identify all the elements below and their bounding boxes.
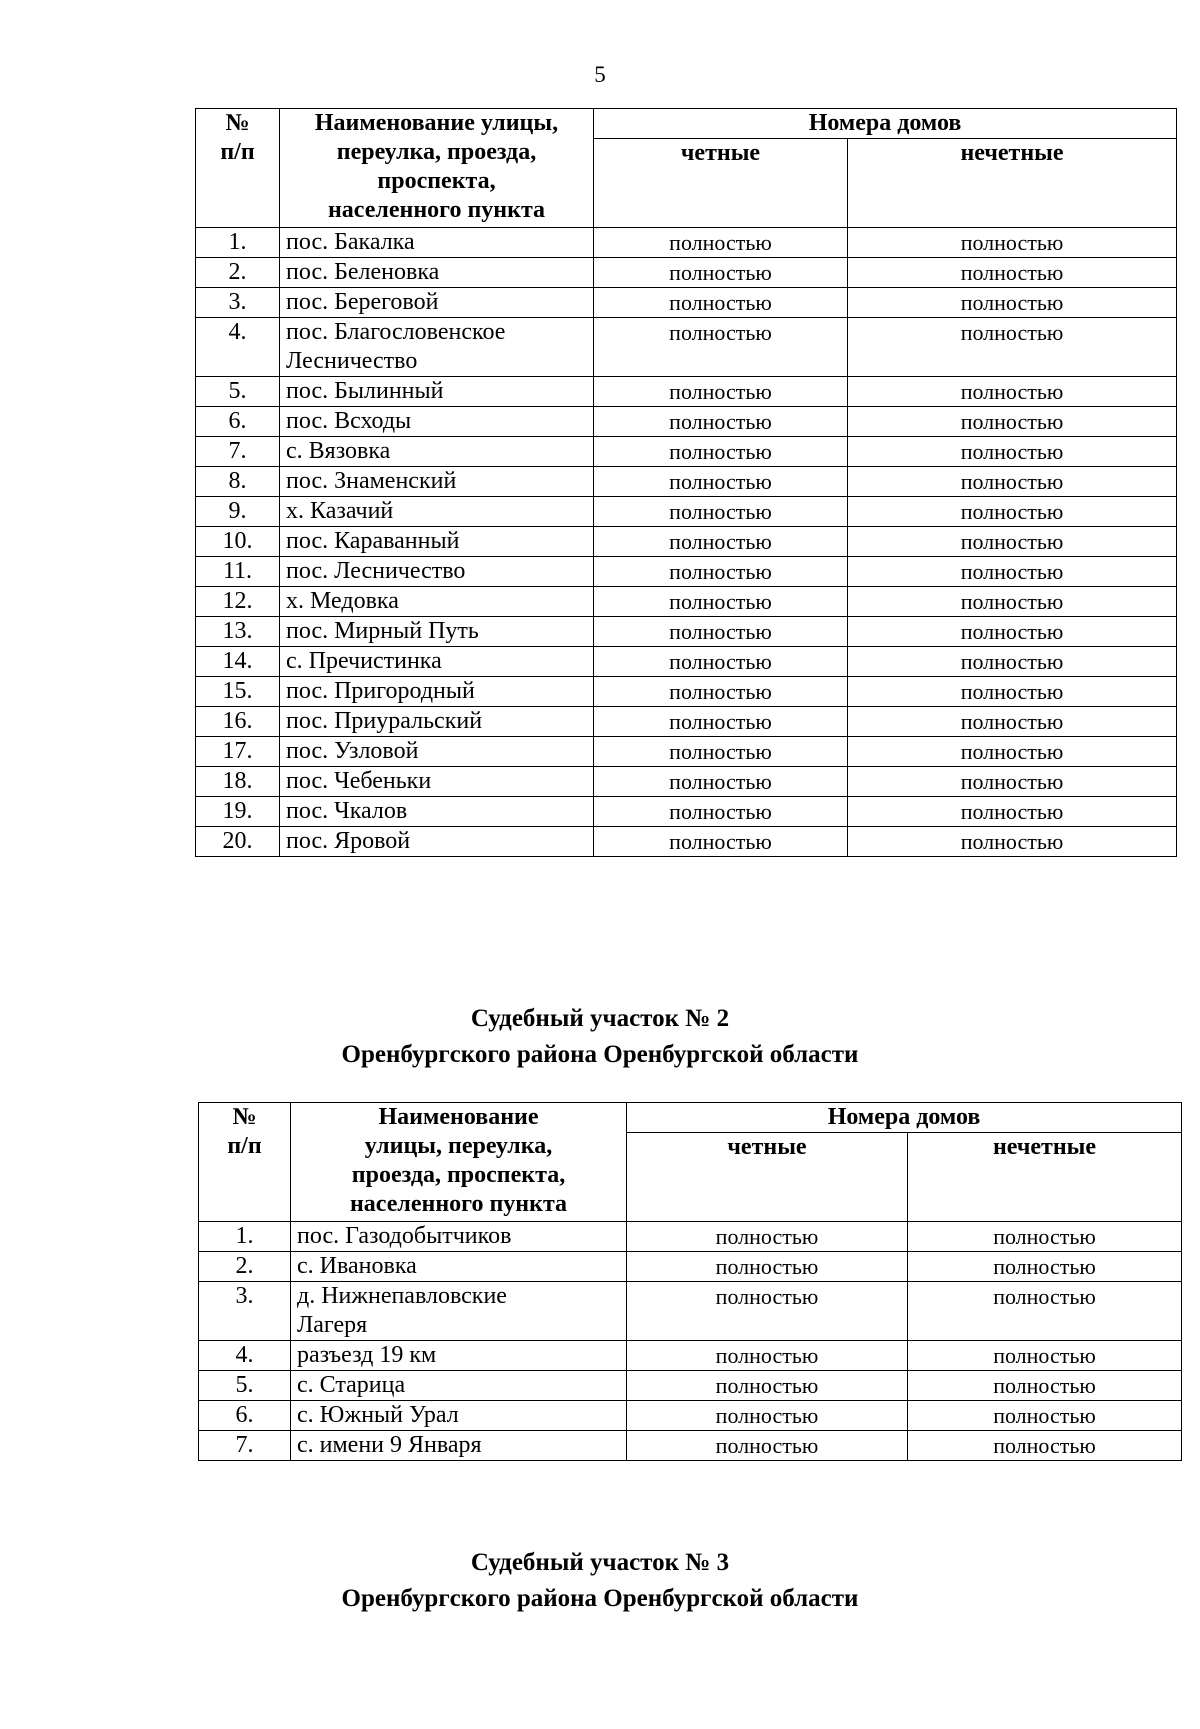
row-number: 20. [196, 827, 280, 857]
table-row [196, 557, 1177, 587]
row-name: с. Южный Урал [291, 1401, 627, 1431]
row-name: пос. Береговой [280, 288, 594, 318]
row-even: полностью [627, 1431, 908, 1461]
row-number: 16. [196, 707, 280, 737]
row-even: полностью [594, 318, 848, 377]
row-number: 1. [196, 228, 280, 258]
table-row [199, 1222, 1182, 1252]
row-name: пос. Всходы [280, 407, 594, 437]
row-number: 1. [199, 1222, 291, 1252]
table-row [196, 288, 1177, 318]
row-number: 3. [196, 288, 280, 318]
table-row [196, 258, 1177, 288]
row-name: с. Старица [291, 1371, 627, 1401]
section-heading-3 [0, 1545, 1200, 1617]
row-number: 2. [199, 1252, 291, 1282]
table-row [196, 617, 1177, 647]
row-even: полностью [594, 527, 848, 557]
row-odd: полностью [848, 527, 1177, 557]
table-row [196, 587, 1177, 617]
row-name: пос. Чебеньки [280, 767, 594, 797]
row-number: 18. [196, 767, 280, 797]
row-number: 9. [196, 497, 280, 527]
row-name: пос. Яровой [280, 827, 594, 857]
heading-2-line-1: Судебный участок № 2 [470, 1005, 730, 1032]
row-name: пос. Мирный Путь [280, 617, 594, 647]
page-number: 5 [594, 62, 606, 87]
row-name: пос. Былинный [280, 377, 594, 407]
row-even: полностью [627, 1282, 908, 1341]
row-number: 17. [196, 737, 280, 767]
header-odd: нечетные [908, 1133, 1182, 1222]
row-odd: полностью [848, 318, 1177, 377]
row-name: пос. Бакалка [280, 228, 594, 258]
table-row [196, 437, 1177, 467]
row-number: 8. [196, 467, 280, 497]
row-odd: полностью [848, 557, 1177, 587]
row-even: полностью [627, 1252, 908, 1282]
table-row [199, 1431, 1182, 1461]
row-name: пос. Беленовка [280, 258, 594, 288]
header-odd: нечетные [848, 139, 1177, 228]
table-row [196, 797, 1177, 827]
row-even: полностью [594, 827, 848, 857]
heading-2-line-2: Оренбургского района Оренбургской области [341, 1041, 859, 1068]
row-name: с. Пречистинка [280, 647, 594, 677]
row-number: 10. [196, 527, 280, 557]
row-even: полностью [594, 767, 848, 797]
header-house-numbers: Номера домов [627, 1103, 1182, 1133]
row-even: полностью [594, 288, 848, 318]
row-number: 7. [196, 437, 280, 467]
row-even: полностью [594, 497, 848, 527]
row-odd: полностью [908, 1252, 1182, 1282]
table-row [196, 647, 1177, 677]
header-even: четные [627, 1133, 908, 1222]
row-odd: полностью [848, 497, 1177, 527]
row-number: 4. [196, 318, 280, 377]
header-number: № п/п [199, 1103, 291, 1222]
row-even: полностью [594, 437, 848, 467]
row-name: пос. Чкалов [280, 797, 594, 827]
row-name: пос. Приуральский [280, 707, 594, 737]
row-even: полностью [594, 258, 848, 288]
row-even: полностью [594, 557, 848, 587]
row-odd: полностью [848, 407, 1177, 437]
row-name: с. Ивановка [291, 1252, 627, 1282]
row-odd: полностью [848, 797, 1177, 827]
row-number: 12. [196, 587, 280, 617]
heading-3-line-1: Судебный участок № 3 [470, 1549, 730, 1576]
table-row [196, 527, 1177, 557]
row-odd: полностью [848, 617, 1177, 647]
row-odd: полностью [848, 288, 1177, 318]
table-row [199, 1401, 1182, 1431]
row-odd: полностью [908, 1401, 1182, 1431]
row-name: пос. Газодобытчиков [291, 1222, 627, 1252]
row-number: 19. [196, 797, 280, 827]
header-name: Наименование улицы, переулка, проезда, проспекта, населенного пункта [280, 109, 594, 228]
header-name: Наименование улицы, переулка, проезда, проспекта, населенного пункта [291, 1103, 627, 1222]
row-odd: полностью [848, 228, 1177, 258]
row-name: пос. Благословенское Лесничество [280, 318, 594, 377]
row-name: с. Вязовка [280, 437, 594, 467]
table-row [196, 228, 1177, 258]
row-odd: полностью [848, 677, 1177, 707]
table-row [196, 767, 1177, 797]
row-even: полностью [627, 1222, 908, 1252]
row-odd: полностью [908, 1431, 1182, 1461]
row-number: 14. [196, 647, 280, 677]
district-table-2 [198, 1102, 1182, 1461]
row-odd: полностью [848, 587, 1177, 617]
table-row [199, 1252, 1182, 1282]
row-even: полностью [594, 587, 848, 617]
row-odd: полностью [848, 467, 1177, 497]
row-name: разъезд 19 км [291, 1341, 627, 1371]
row-number: 5. [199, 1371, 291, 1401]
table-row [196, 377, 1177, 407]
table-row [196, 827, 1177, 857]
row-odd: полностью [848, 827, 1177, 857]
table-row [196, 707, 1177, 737]
table-row [196, 407, 1177, 437]
row-odd: полностью [848, 377, 1177, 407]
row-odd: полностью [908, 1282, 1182, 1341]
section-heading-2 [0, 1001, 1200, 1073]
row-number: 6. [199, 1401, 291, 1431]
table-row [196, 467, 1177, 497]
row-even: полностью [627, 1341, 908, 1371]
row-odd: полностью [848, 437, 1177, 467]
row-number: 6. [196, 407, 280, 437]
row-name: д. Нижнепавловские Лагеря [291, 1282, 627, 1341]
district-table-1 [195, 108, 1177, 857]
row-even: полностью [627, 1401, 908, 1431]
row-even: полностью [594, 617, 848, 647]
row-name: пос. Знаменский [280, 467, 594, 497]
table-row [196, 737, 1177, 767]
row-even: полностью [594, 377, 848, 407]
row-even: полностью [594, 737, 848, 767]
row-odd: полностью [848, 707, 1177, 737]
row-even: полностью [594, 467, 848, 497]
table-row [199, 1341, 1182, 1371]
table-2-body [199, 1222, 1182, 1461]
row-number: 4. [199, 1341, 291, 1371]
row-name: пос. Пригородный [280, 677, 594, 707]
row-name: пос. Караванный [280, 527, 594, 557]
header-house-numbers: Номера домов [594, 109, 1177, 139]
heading-3-line-2: Оренбургского района Оренбургской области [341, 1585, 859, 1612]
header-number: № п/п [196, 109, 280, 228]
table-1-body [196, 228, 1177, 857]
header-even: четные [594, 139, 848, 228]
row-number: 11. [196, 557, 280, 587]
row-number: 15. [196, 677, 280, 707]
row-odd: полностью [848, 647, 1177, 677]
row-number: 2. [196, 258, 280, 288]
row-name: х. Медовка [280, 587, 594, 617]
row-name: пос. Лесничество [280, 557, 594, 587]
row-number: 7. [199, 1431, 291, 1461]
row-odd: полностью [908, 1371, 1182, 1401]
row-name: х. Казачий [280, 497, 594, 527]
row-number: 13. [196, 617, 280, 647]
table-row [196, 318, 1177, 377]
row-odd: полностью [848, 258, 1177, 288]
row-even: полностью [627, 1371, 908, 1401]
row-odd: полностью [848, 737, 1177, 767]
row-odd: полностью [848, 767, 1177, 797]
table-row [199, 1282, 1182, 1341]
row-number: 3. [199, 1282, 291, 1341]
row-even: полностью [594, 407, 848, 437]
row-number: 5. [196, 377, 280, 407]
row-even: полностью [594, 797, 848, 827]
row-name: с. имени 9 Января [291, 1431, 627, 1461]
row-odd: полностью [908, 1341, 1182, 1371]
row-even: полностью [594, 228, 848, 258]
table-row [196, 677, 1177, 707]
row-odd: полностью [908, 1222, 1182, 1252]
table-row [199, 1371, 1182, 1401]
row-name: пос. Узловой [280, 737, 594, 767]
row-even: полностью [594, 677, 848, 707]
table-row [196, 497, 1177, 527]
row-even: полностью [594, 707, 848, 737]
row-even: полностью [594, 647, 848, 677]
